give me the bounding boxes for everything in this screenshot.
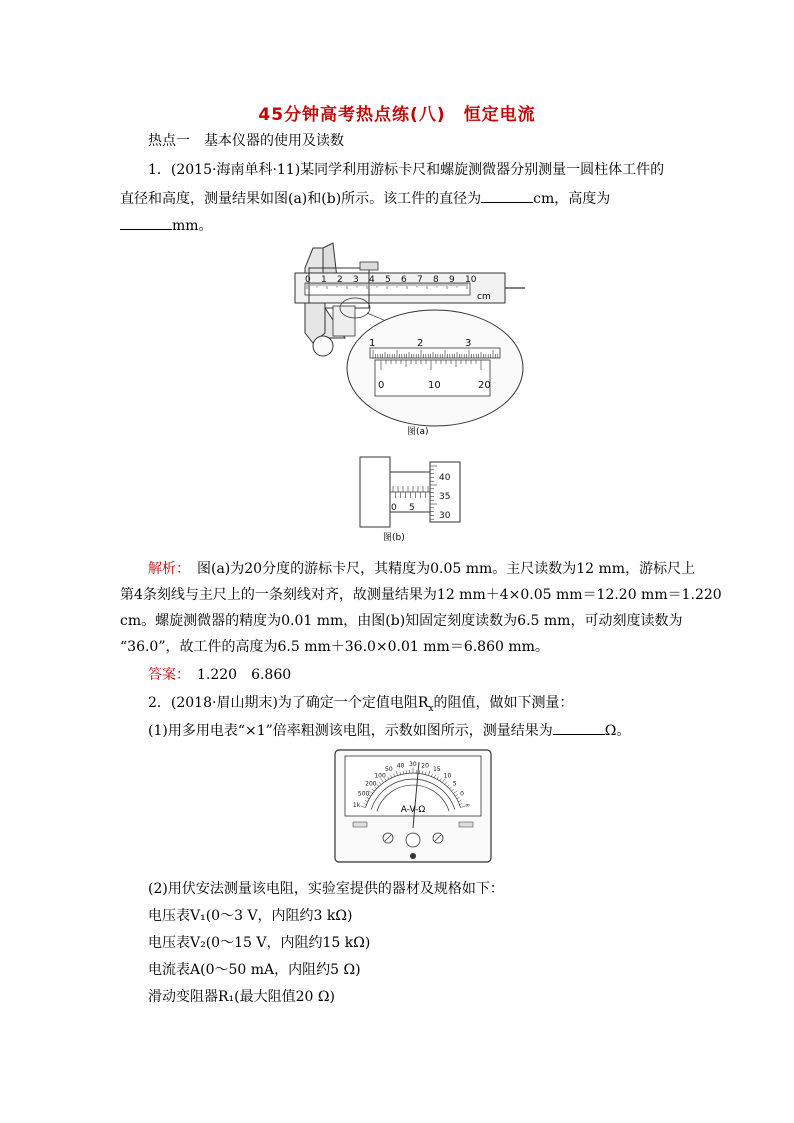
q2-intro-tail: 的阻值，做如下测量： (433, 695, 574, 711)
main-scale-label: 2 (337, 275, 343, 285)
main-scale-label: 0 (305, 275, 311, 285)
figure-a-caliper (285, 238, 530, 438)
q2-part1-text: (1)用多用电表“×1”倍率粗测该电阻，示数如图所示，测量结果为 (148, 723, 553, 739)
section-heading: 热点一 基本仪器的使用及读数 (148, 133, 344, 149)
ohm-scale-label: 40 (396, 762, 405, 770)
q2-intro: 2．(2018·眉山期末)为了确定一个定值电阻R (148, 695, 429, 711)
figure-multimeter (333, 748, 493, 866)
main-scale-label: 9 (449, 275, 455, 285)
q1-line2-text: 直径和高度，测量结果如图(a)和(b)所示。该工件的直径为 (120, 191, 482, 207)
zoom-main-label: 2 (417, 338, 424, 349)
answer-label: 答案： (148, 667, 183, 683)
q1-line1: 1．(2015·海南单科·11)某同学利用游标卡尺和螺旋测微器分别测量一圆柱体工件的 (148, 162, 665, 178)
figure-b-micrometer (355, 452, 465, 542)
ohm-scale-label: 50 (385, 766, 393, 774)
zoom-main-label: 3 (465, 338, 472, 349)
analysis-text1: 图(a)为20分度的游标卡尺，其精度为0.05 mm。主尺读数为12 mm，游标尺上 (197, 561, 696, 577)
q2-part2: (2)用伏安法测量该电阻，实验室提供的器材及规格如下： (148, 881, 504, 897)
figure-a-caption: 图(a) (407, 427, 429, 437)
meter-label: A-V-Ω (400, 805, 426, 815)
q1-blank-height[interactable] (120, 215, 172, 230)
analysis-line3: cm。螺旋测微器的精度为0.01 mm，由图(b)知固定刻度读数为6.5 mm，可动刻度读数为 (120, 613, 683, 629)
answer-value: 1.220 6.860 (197, 667, 292, 683)
analysis-label: 解析： (148, 561, 183, 577)
q2-part1 (148, 720, 630, 740)
equipment-item-2: 电压表V₂(0～15 V，内阻约15 kΩ) (148, 935, 371, 951)
ohm-scale-label: 10 (443, 772, 452, 780)
thimble-scale-label: 40 (439, 473, 451, 483)
main-scale-label: 8 (433, 275, 439, 285)
ohm-scale-label: ∞ (465, 801, 471, 809)
zoom-vernier-label: 0 (378, 380, 385, 391)
ohm-scale-label: 30 (409, 761, 417, 768)
ohm-scale-label: 500 (357, 790, 370, 798)
answer-line (148, 666, 291, 684)
q2-part1-tail: Ω。 (604, 723, 631, 739)
ohm-scale-label: 20 (421, 762, 429, 770)
main-scale-label: 5 (385, 275, 391, 285)
q2-line1 (148, 694, 574, 718)
q2-blank-ohm[interactable] (553, 720, 605, 735)
analysis-line1 (148, 560, 695, 578)
thimble-scale-label: 30 (439, 511, 451, 521)
equipment-item-1: 电压表V₁(0～3 V，内阻约3 kΩ) (148, 908, 353, 924)
analysis-line4: “36.0”，故工件的高度为6.5 mm＋36.0×0.01 mm＝6.860 mm。 (120, 639, 549, 655)
main-scale-label: 10 (465, 275, 477, 285)
zoom-main-label: 1 (369, 338, 376, 349)
sleeve-scale-label: 0 (391, 503, 397, 513)
ohm-scale-label: 100 (374, 772, 386, 780)
equipment-item-4: 滑动变阻器R₁(最大阻值20 Ω) (148, 989, 335, 1005)
ohm-scale-label: 0 (460, 790, 464, 798)
ohm-scale-label: 1k (352, 801, 361, 809)
thimble-scale-label: 35 (439, 492, 451, 502)
main-scale-label: 1 (321, 275, 327, 285)
analysis-line2: 第4条刻线与主尺上的一条刻线对齐，故测量结果为12 mm＋4×0.05 mm＝12.20 mm＝1.220 (120, 587, 722, 603)
unit-label: cm (477, 292, 491, 302)
main-scale-label: 7 (417, 275, 423, 285)
main-scale-label: 4 (369, 275, 375, 285)
q1-blank-diameter[interactable] (481, 188, 533, 203)
ohm-scale-label: 200 (365, 780, 377, 788)
q1-line2 (120, 188, 610, 208)
q2-subscript: x (428, 703, 434, 714)
equipment-item-3: 电流表A(0～50 mA，内阻约5 Ω) (148, 962, 361, 978)
q1-line2-tail: cm，高度为 (533, 191, 611, 207)
main-scale-label: 3 (353, 275, 359, 285)
zoom-vernier-label: 10 (428, 380, 441, 391)
q1-line3-tail: mm。 (172, 218, 213, 234)
q1-line3 (120, 215, 213, 235)
zoom-vernier-label: 20 (478, 380, 491, 391)
ohm-scale-label: 15 (432, 766, 441, 774)
sleeve-scale-label: 5 (409, 503, 415, 513)
ohm-scale-label: 5 (452, 780, 457, 788)
page-title: 45分钟高考热点练(八) 恒定电流 (258, 105, 536, 125)
main-scale-label: 6 (401, 275, 407, 285)
figure-b-caption: 图(b) (383, 533, 405, 542)
